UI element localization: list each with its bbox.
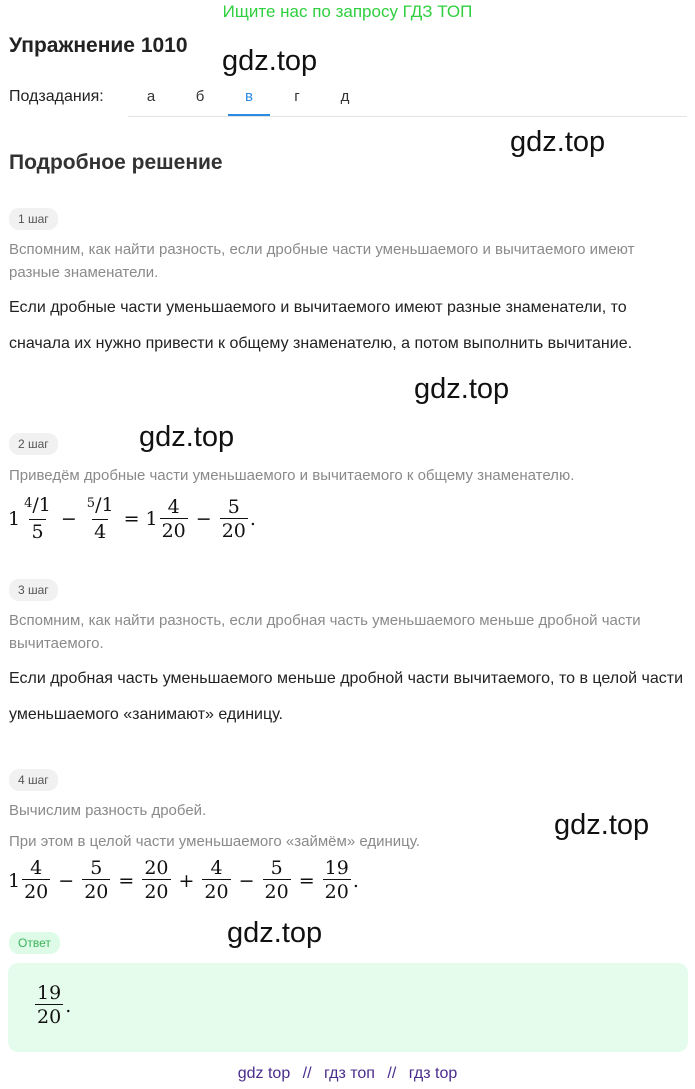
denominator: 20 xyxy=(144,881,169,903)
step-text: Если дробная часть уменьшаемого меньше дробной части вычитаемого, то в целой части уменьшаемого «занимают» единицу. xyxy=(9,670,684,723)
multiplier: 5 xyxy=(86,496,96,511)
denominator: 20 xyxy=(221,519,246,542)
denominator: 5 xyxy=(31,521,44,543)
watermark: gdz.top xyxy=(414,373,510,405)
answer-badge: Ответ xyxy=(9,932,60,954)
period: . xyxy=(65,994,72,1017)
footer-link[interactable]: гдз top xyxy=(408,1065,458,1082)
watermark: gdz.top xyxy=(222,45,318,77)
subtask-tab-a[interactable]: а xyxy=(146,88,156,105)
period: . xyxy=(352,869,359,892)
plus-sign: + xyxy=(178,869,195,892)
footer-link[interactable]: гдз топ xyxy=(324,1065,375,1082)
subtask-tab-g[interactable]: г xyxy=(294,88,300,105)
fraction xyxy=(35,982,63,1029)
subtasks-label: Подзадания: xyxy=(9,88,104,105)
numerator: 4 xyxy=(30,857,43,879)
denominator: 20 xyxy=(37,1006,62,1028)
denominator: 20 xyxy=(24,881,49,903)
fraction xyxy=(263,857,291,904)
numerator: 4 xyxy=(167,495,180,518)
step-badge: 3 шаг xyxy=(9,579,58,601)
step-badge: 4 шаг xyxy=(9,769,58,791)
footer-links xyxy=(0,1065,695,1083)
fraction xyxy=(142,857,170,904)
equals-sign: = xyxy=(298,869,315,892)
whole-part: 1 xyxy=(8,508,21,530)
step-4-formula xyxy=(8,857,359,904)
fraction xyxy=(323,857,351,904)
step-hint: Вычислим разность дробей. xyxy=(9,802,207,819)
fraction xyxy=(202,857,230,904)
step-2-formula xyxy=(8,494,256,544)
subtask-tab-v[interactable]: в xyxy=(228,88,270,116)
minus-sign: − xyxy=(195,508,212,530)
denominator: 20 xyxy=(161,519,186,542)
numerator: 1 xyxy=(38,494,51,516)
watermark: gdz.top xyxy=(554,809,650,841)
numerator: 20 xyxy=(144,857,169,879)
denominator: 20 xyxy=(264,881,289,903)
denominator: 20 xyxy=(84,881,109,903)
minus-sign: − xyxy=(238,869,255,892)
page-title: Упражнение 1010 xyxy=(9,34,188,57)
step-hint: При этом в целой части уменьшаемого «займём» единицу. xyxy=(9,833,420,850)
numerator: 4 xyxy=(210,857,223,879)
fraction xyxy=(22,494,53,544)
multiplier: 4 xyxy=(24,496,33,511)
watermark: gdz.top xyxy=(139,421,235,453)
fraction xyxy=(220,496,248,543)
step-hint: Приведём дробные части уменьшаемого и вычитаемого к общему знаменателю. xyxy=(9,467,575,484)
numerator: 5 xyxy=(227,495,240,518)
answer-formula xyxy=(33,982,71,1029)
whole-part: 1 xyxy=(145,508,158,530)
section-title: Подробное решение xyxy=(9,151,223,174)
numerator: 5 xyxy=(270,857,283,879)
footer-link[interactable]: gdz top xyxy=(237,1065,291,1082)
numerator: 5 xyxy=(90,857,103,879)
step-hint: Вспомним, как найти разность, если дробные части уменьшаемого и вычитаемого имеют разные знаменатели. xyxy=(9,241,635,281)
numerator: 1 xyxy=(101,494,114,516)
numerator: 19 xyxy=(324,857,349,879)
fraction xyxy=(160,496,188,543)
footer-separator: // xyxy=(302,1065,312,1082)
whole-part: 1 xyxy=(8,869,21,892)
denominator: 20 xyxy=(204,881,229,903)
search-banner: Ищите нас по запросу ГДЗ ТОП xyxy=(222,2,473,21)
step-badge: 1 шаг xyxy=(9,208,58,230)
equals-sign: = xyxy=(123,508,140,530)
footer-separator: // xyxy=(387,1065,397,1082)
equals-sign: = xyxy=(118,869,135,892)
subtask-tab-b[interactable]: б xyxy=(195,88,205,105)
fraction xyxy=(82,857,110,904)
numerator: 19 xyxy=(37,982,62,1004)
minus-sign: − xyxy=(58,869,75,892)
step-text: Если дробные части уменьшаемого и вычитаемого имеют разные знаменатели, то сначала их нужно привести к общему знаменателю, а потом выполнить вычитание. xyxy=(9,299,633,352)
denominator: 20 xyxy=(324,881,349,903)
slash: / xyxy=(95,494,102,516)
step-badge: 2 шаг xyxy=(9,433,58,455)
subtask-tabs xyxy=(128,84,687,117)
slash: / xyxy=(32,494,39,516)
watermark: gdz.top xyxy=(227,917,323,949)
watermark: gdz.top xyxy=(510,126,606,158)
answer-box xyxy=(8,963,688,1052)
minus-sign: − xyxy=(60,508,77,530)
step-hint: Вспомним, как найти разность, если дробная часть уменьшаемого меньше дробной части вычитаемого. xyxy=(9,612,641,652)
subtask-tab-d[interactable]: д xyxy=(340,88,350,105)
denominator: 4 xyxy=(94,521,107,543)
fraction xyxy=(85,494,116,544)
fraction xyxy=(22,857,50,904)
period: . xyxy=(249,508,256,530)
